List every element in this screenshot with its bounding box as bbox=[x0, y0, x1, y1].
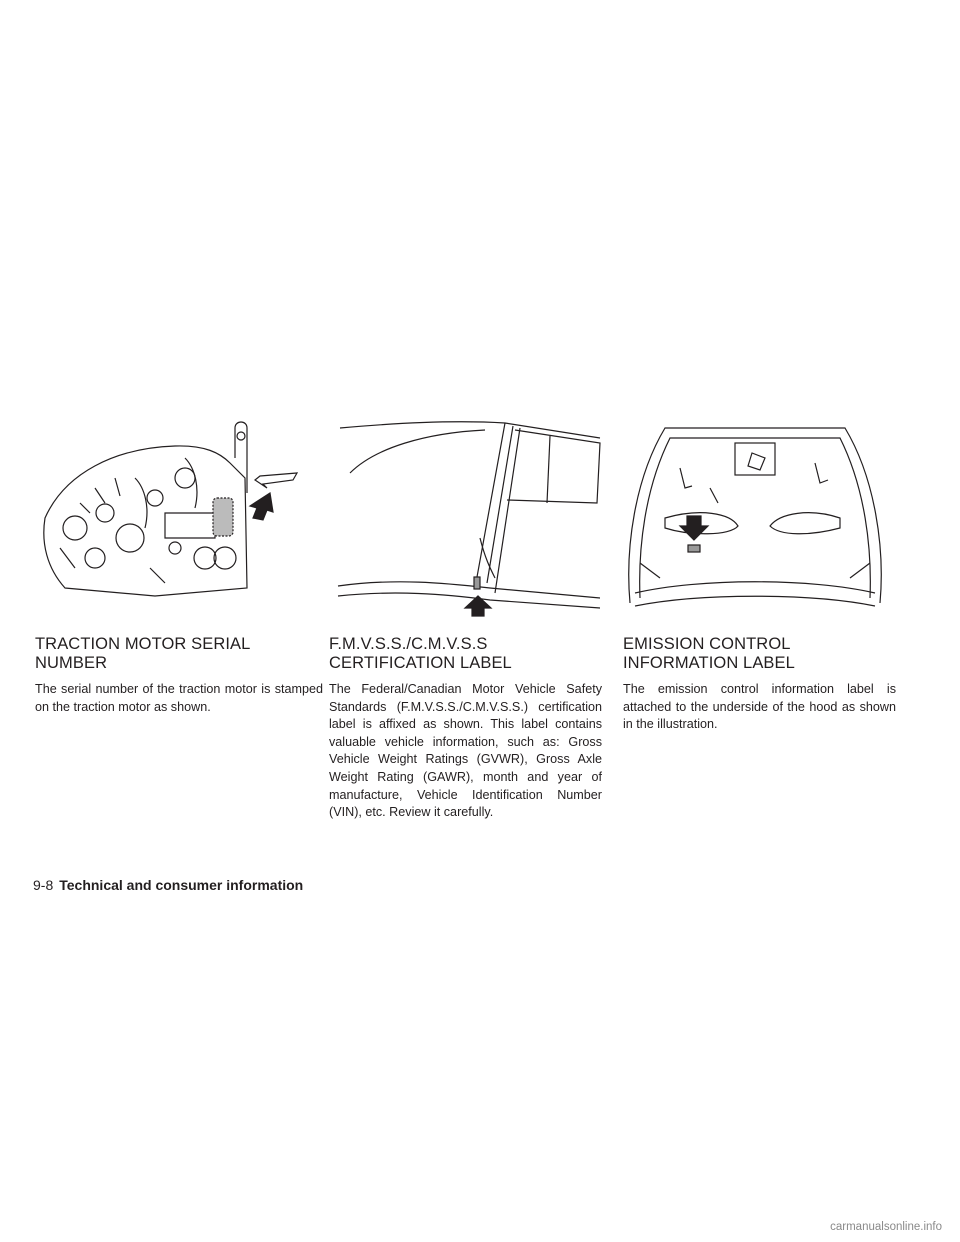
hood-underside-illustration bbox=[620, 418, 890, 618]
section-body: The Federal/Canadian Motor Vehicle Safety Standards (F.M.V.S.S./C.M.V.S.S.) certification label is affixed as shown. This label contains valuable vehicle information, such as: Gross Vehicle Weight Ratings (GVWR), Gross Axle Weight Rating (GAWR), month and year of manufacture, Vehicle Identification Number (VIN), etc. Review it carefully. bbox=[329, 682, 602, 820]
section-traction-motor bbox=[35, 635, 323, 716]
section-heading: TRACTION MOTOR SERIAL NUMBER bbox=[35, 635, 250, 672]
watermark: carmanualsonline.info bbox=[830, 1221, 942, 1233]
section-heading: EMISSION CONTROL INFORMATION LABEL bbox=[623, 635, 795, 672]
section-body: The serial number of the traction motor is stamped on the traction motor as shown. bbox=[35, 682, 323, 714]
section-certification-label bbox=[329, 635, 602, 822]
section-emission-label bbox=[623, 635, 896, 734]
traction-motor-illustration bbox=[35, 418, 305, 618]
page-number: 9-8 bbox=[33, 877, 54, 893]
footer-section-title: Technical and consumer information bbox=[59, 877, 304, 893]
door-pillar-illustration bbox=[335, 418, 605, 618]
section-body: The emission control information label is attached to the underside of the hood as shown in the illustration. bbox=[623, 682, 896, 732]
section-heading: F.M.V.S.S./C.M.V.S.S CERTIFICATION LABEL bbox=[329, 635, 512, 672]
page-footer bbox=[33, 877, 303, 893]
